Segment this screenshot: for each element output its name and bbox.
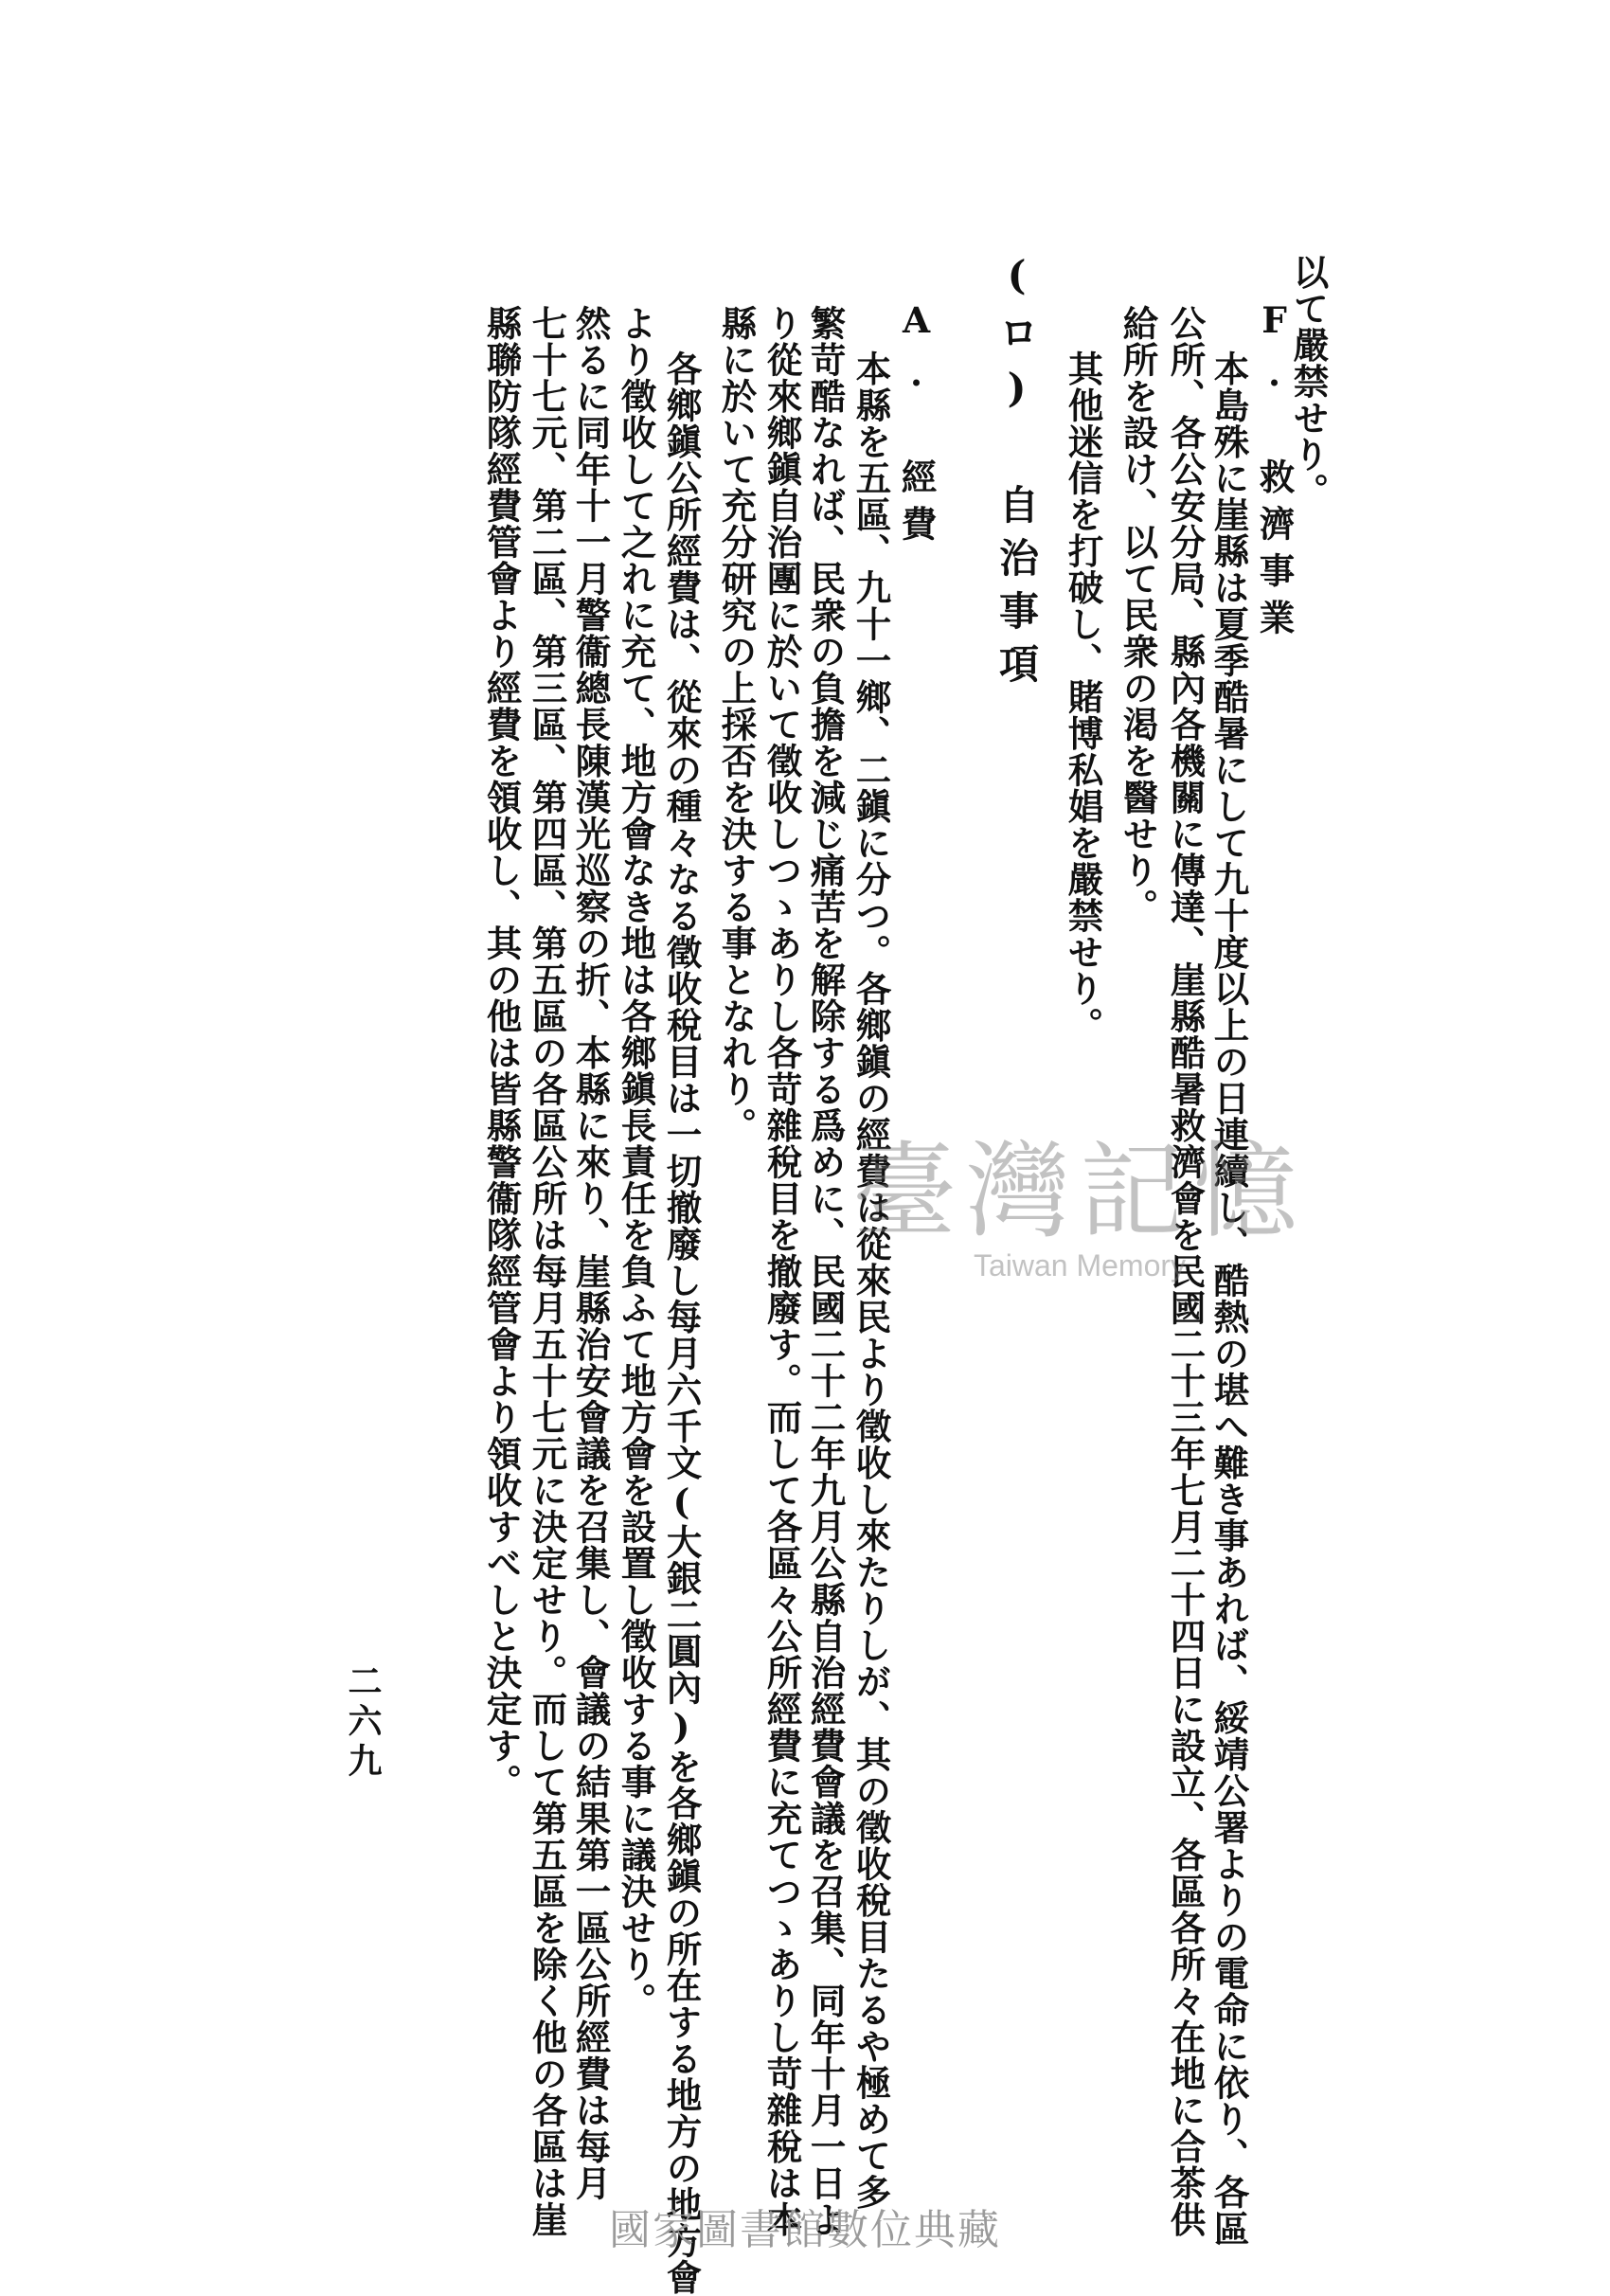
watermark [852, 1108, 1307, 1283]
watermark-title: 臺灣記憶 [852, 1131, 1307, 1252]
text-column-6: 其他迷信を打破し、賭博私娼を嚴禁せり。 [1062, 350, 1104, 1044]
section-heading-jichi: (ロ) 自治事項 [993, 252, 1040, 696]
text-column-17: 縣聯防隊經費管會より經費を領收し、其の他は皆縣警衞隊經管會より領收すべしと決定す。 [480, 305, 523, 1801]
text-column-3: 本島殊に崖縣は夏季酷暑にして九十度以上の日連續し、酷熱の堪へ難き事あれば、綏靖公署よりの電命に依り、各區 [1208, 350, 1250, 2247]
text-column-5: 給所を設け、以て民衆の渇を醫せり。 [1117, 305, 1159, 925]
page-number: 二六九 [343, 1663, 383, 1783]
text-column-10: 繁苛酷なれば、民衆の負擔を減じ痛苦を解除する爲めに、民國二十二年九月公縣自治經費會議を召集、同年十月一日よ [804, 305, 847, 2238]
text-column-16: 七十七元、第二區、第三區、第四區、第五區の各區公所は每月五十七元に決定せり。而して第五區を除く他の各區は崖 [526, 305, 568, 2238]
section-heading-f: F. 救濟事業 [1253, 299, 1296, 646]
subsection-heading-a: A. 經費 [895, 299, 938, 552]
footer-credit: 國家圖書館數位典藏 [609, 2206, 1001, 2254]
text-column-14: より徵收して之れに充て、地方會なき地は各鄉鎭長責任を負ふて地方會を設置し徵收する事に議決せり。 [615, 305, 657, 2019]
text-column-1: 以て嚴禁せり。 [1287, 254, 1330, 510]
text-column-11: り從來鄉鎭自治團に於いて徵收しつゝありし各苛雜稅目を撤廢す。而して各區々公所經費に充てつゝありし苛雜稅は本 [760, 305, 803, 2238]
watermark-subtitle: Taiwan Memory [973, 1248, 1187, 1283]
text-column-15: 然るに同年十一月警衞總長陳漢光巡察の折、本縣に來り、崖縣治安會議を召集し、會議の結果第一區公所經費は每月 [569, 305, 612, 2201]
text-column-13: 各鄉鎭公所經費は、從來の種々なる徵收稅目は一切撤廢し每月六千文(大銀二圓內)を各鄉鎭の所在する地方の地方會 [660, 350, 703, 2296]
text-column-9: 本縣を五區、九十一鄉、二鎭に分つ。各鄉鎭の經費は從來民より徵收し來たりしが、其の徵收稅目たるや極めて多 [850, 350, 892, 2211]
text-column-4: 公所、各公安分局、縣內各機關に傳達、崖縣酷暑救濟會を民國二十三年七月二十四日に設立、各區各所々在地に合茶供 [1164, 305, 1207, 2238]
text-column-12: 縣に於いて充分研究の上採否を決する事となれり。 [715, 305, 758, 1144]
